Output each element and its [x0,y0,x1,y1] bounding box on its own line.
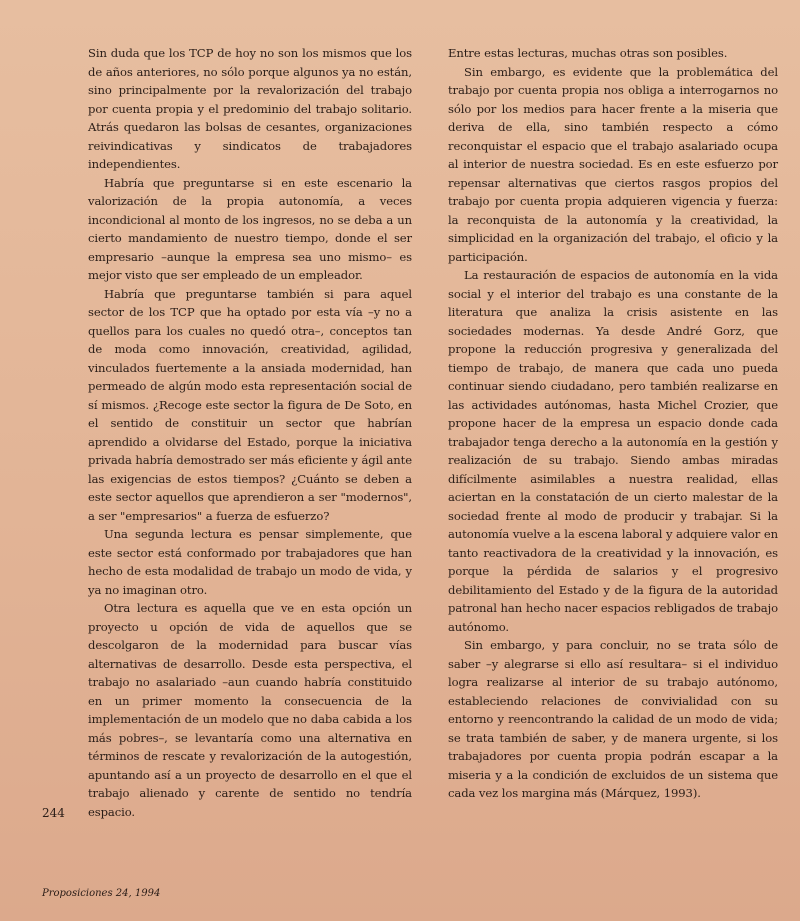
right-text-column [448,44,778,803]
paragraph: Habría que preguntarse también si para aquel sector de los TCP que ha optado por esta vía –y no a quellos para los cuales no quedó otra–, conceptos tan de moda como innovación, creatividad, agilidad, vinculados fuertemente a la ansiada modernidad, han permeado de algún modo esta representación social de sí mismos. ¿Recoge este sector la figura de De Soto, en el sentido de constituir un sector que habrían aprendido a olvidarse del Estado, porque la iniciativa privada habría demostrado ser más eficiente y ágil ante las exigencias de estos tiempos? ¿Cuánto se deben a este sector aquellos que aprendieron a ser "modernos", a ser "empresarios" a fuerza de esfuerzo? [88,286,412,523]
paragraph: Sin duda que los TCP de hoy no son los mismos que los de años anteriores, no sólo porque algunos ya no están, sino principalmente por la revalorización del trabajo por cuenta propia y el predominio del trabajo solitario. Atrás quedaron las bolsas de cesantes, organizaciones reivindicativas y sindicatos de trabajadores independientes. [88,46,412,171]
paragraph: Otra lectura es aquella que ve en esta opción un proyecto u opción de vida de aquellos que se descolgaron de la modernidad para buscar vías alternativas de desarrollo. Desde esta perspectiva, el trabajo no asalariado –aun cuando habría constituido en un primer momento la consecuencia de la implementación de un modelo que no daba cabida a los más pobres–, se levantaría como una alternativa en términos de rescate y revalorización de la autogestión, apuntando así a un proyecto de desarrollo en el que el trabajo alienado y carente de sentido no tendría espacio. [88,601,412,819]
left-text-column [88,44,412,821]
page-number: 244 [42,806,65,820]
journal-footer: Proposiciones 24, 1994 [42,888,161,899]
paragraph: Sin embargo, es evidente que la problemática del trabajo por cuenta propia nos obliga a interrogarnos no sólo por los medios para hacer frente a la miseria que deriva de ella, sino también respecto a cómo reconquistar el espacio que el trabajo asalariado ocupa al interior de nuestra sociedad. Es en este esfuerzo por repensar alternativas que ciertos rasgos propios del trabajo por cuenta propia adquieren vigencia y fuerza: la reconquista de la autonomía y la creatividad, la simplicidad en la organización del trabajo, el oficio y la participación. [448,64,778,264]
paragraph: Sin embargo, y para concluir, no se trata sólo de saber –y alegrarse si ello así resultara– si el individuo logra realizarse al interior de su trabajo autónomo, estableciendo relaciones de convivialidad con su entorno y reencontrando la calidad de un modo de vida; se trata también de saber, y de manera urgente, si los trabajadores por cuenta propia podrán escapar a la miseria y a la condición de excluidos de un sistema que cada vez los margina más (Márquez, 1993). [448,638,778,800]
paragraph: Entre estas lecturas, muchas otras son posibles. [448,46,728,60]
paragraph: Una segunda lectura es pensar simplemente, que este sector está conformado por trabajadores que han hecho de esta modalidad de trabajo un modo de vida, y ya no imaginan otro. [88,527,412,597]
paragraph: La restauración de espacios de autonomía en la vida social y el interior del trabajo es una constante de la literatura que analiza la crisis asistente en las sociedades modernas. Ya desde André Gorz, que propone la reducción progresiva y generalizada del tiempo de trabajo, de manera que cada uno pueda continuar siendo ciudadano, pero también realizarse en las actividades autónomas, hasta Michel Crozier, que propone hacer de la empresa un espacio donde cada trabajador tenga derecho a la autonomía en la gestión y realización de su trabajo. Siendo ambas miradas difícilmente asimilables a nuestra realidad, ellas aciertan en la constatación de un cierto malestar de la sociedad frente al modo de producir y trabajar. Si la autonomía vuelve a la escena laboral y adquiere valor en tanto reactivadora de la creatividad y la innovación, es porque la pérdida de salarios y el progresivo debilitamiento del Estado y de la figura de la autoridad patronal han hecho nacer espacios rebligados de trabajo autónomo. [448,268,778,634]
paragraph: Habría que preguntarse si en este escenario la valorización de la propia autonomía, a veces incondicional al monto de los ingresos, no se deba a un cierto mandamiento de nuestro tiempo, donde el ser empresario –aunque la empresa sea uno mismo– es mejor visto que ser empleado de un empleador. [88,175,412,282]
